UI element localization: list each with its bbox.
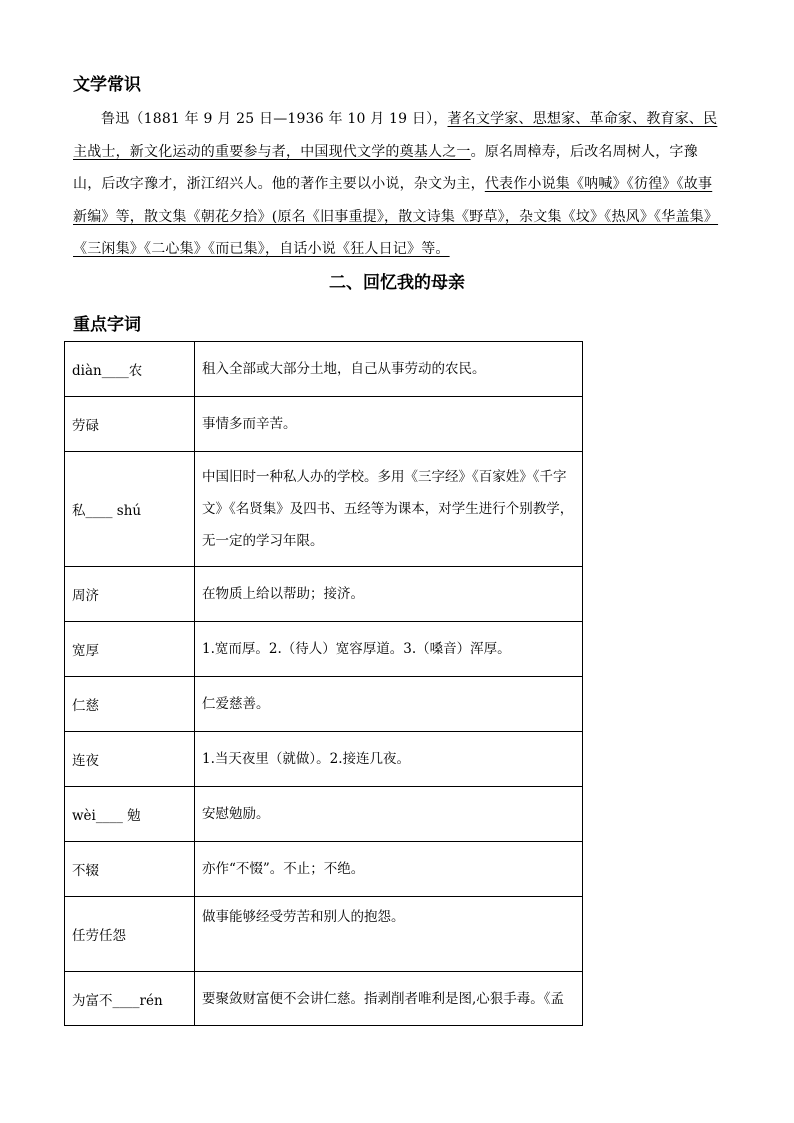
vocab-def: 仁爱慈善。 (195, 677, 583, 732)
vocab-def: 中国旧时一种私人办的学校。多用《三字经》《百家姓》《千字文》《名贤集》及四书、五经等为课本，对学生进行个别教学，无一定的学习年限。 (195, 452, 583, 567)
vocab-def: 在物质上给以帮助；接济。 (195, 567, 583, 622)
table-row (65, 342, 583, 397)
underlined-works: 代表作小说集《呐喊》《彷徨》《故事新编》等，散文集《朝花夕拾》(原名《旧事重提》，散文诗集《野草》，杂文集《坟》《热风》《华盖集》《三闲集》《二心集》《而已集》，自话小说《狂人日记》等。 (73, 176, 719, 257)
table-row (65, 397, 583, 452)
body-text: 。原名周樟寿，后改名周树人，字豫山，后改字豫才，浙江绍兴人。他的著作主要以小说，杂文为主， (73, 143, 698, 192)
vocab-term: diàn____农 (65, 342, 195, 397)
vocab-term: wèi____ 勉 (65, 787, 195, 842)
table-row (65, 732, 583, 787)
vocab-term: 不辍 (65, 842, 195, 897)
underlined-text: 著名文学家、思想家、革命家、教育家、民主战士，新文化运动的重要参与者，中国现代文学的奠基人之一 (73, 111, 718, 160)
table-row (65, 972, 583, 1026)
vocab-term: 周济 (65, 567, 195, 622)
vocab-term: 仁慈 (65, 677, 195, 732)
vocab-def: 安慰勉励。 (195, 787, 583, 842)
section-title-literature: 文学常识 (73, 75, 141, 95)
vocab-def: 1.宽而厚。2.（待人）宽容厚道。3.（嗓音）浑厚。 (195, 622, 583, 677)
vocab-table (64, 341, 583, 1026)
vocab-term: 连夜 (65, 732, 195, 787)
vocab-term: 为富不____rén (65, 972, 195, 1026)
vocab-title: 重点字词 (73, 315, 141, 335)
vocab-term: 任劳任怨 (65, 897, 195, 972)
table-row (65, 787, 583, 842)
lesson-title: 二、回忆我的母亲 (329, 273, 465, 293)
table-row (65, 842, 583, 897)
vocab-def: 亦作“不惙”。不止；不绝。 (195, 842, 583, 897)
table-row (65, 567, 583, 622)
table-row (65, 452, 583, 567)
intro-text: 鲁迅（1881 年 9 月 25 日—1936 年 10 月 19 日）， (101, 111, 448, 127)
table-row (65, 677, 583, 732)
vocab-term: 劳碌 (65, 397, 195, 452)
literature-paragraph (73, 103, 723, 266)
vocab-term: 私____ shú (65, 452, 195, 567)
table-row (65, 897, 583, 972)
vocab-def: 做事能够经受劳苦和别人的抱怨。 (195, 897, 583, 972)
vocab-def: 事情多而辛苦。 (195, 397, 583, 452)
vocab-def: 1.当天夜里（就做）。2.接连几夜。 (195, 732, 583, 787)
table-row (65, 622, 583, 677)
vocab-term: 宽厚 (65, 622, 195, 677)
vocab-def: 租入全部或大部分土地，自己从事劳动的农民。 (195, 342, 583, 397)
vocab-def: 要聚敛财富便不会讲仁慈。指剥削者唯利是图,心狠手毒。《孟 (195, 972, 583, 1026)
